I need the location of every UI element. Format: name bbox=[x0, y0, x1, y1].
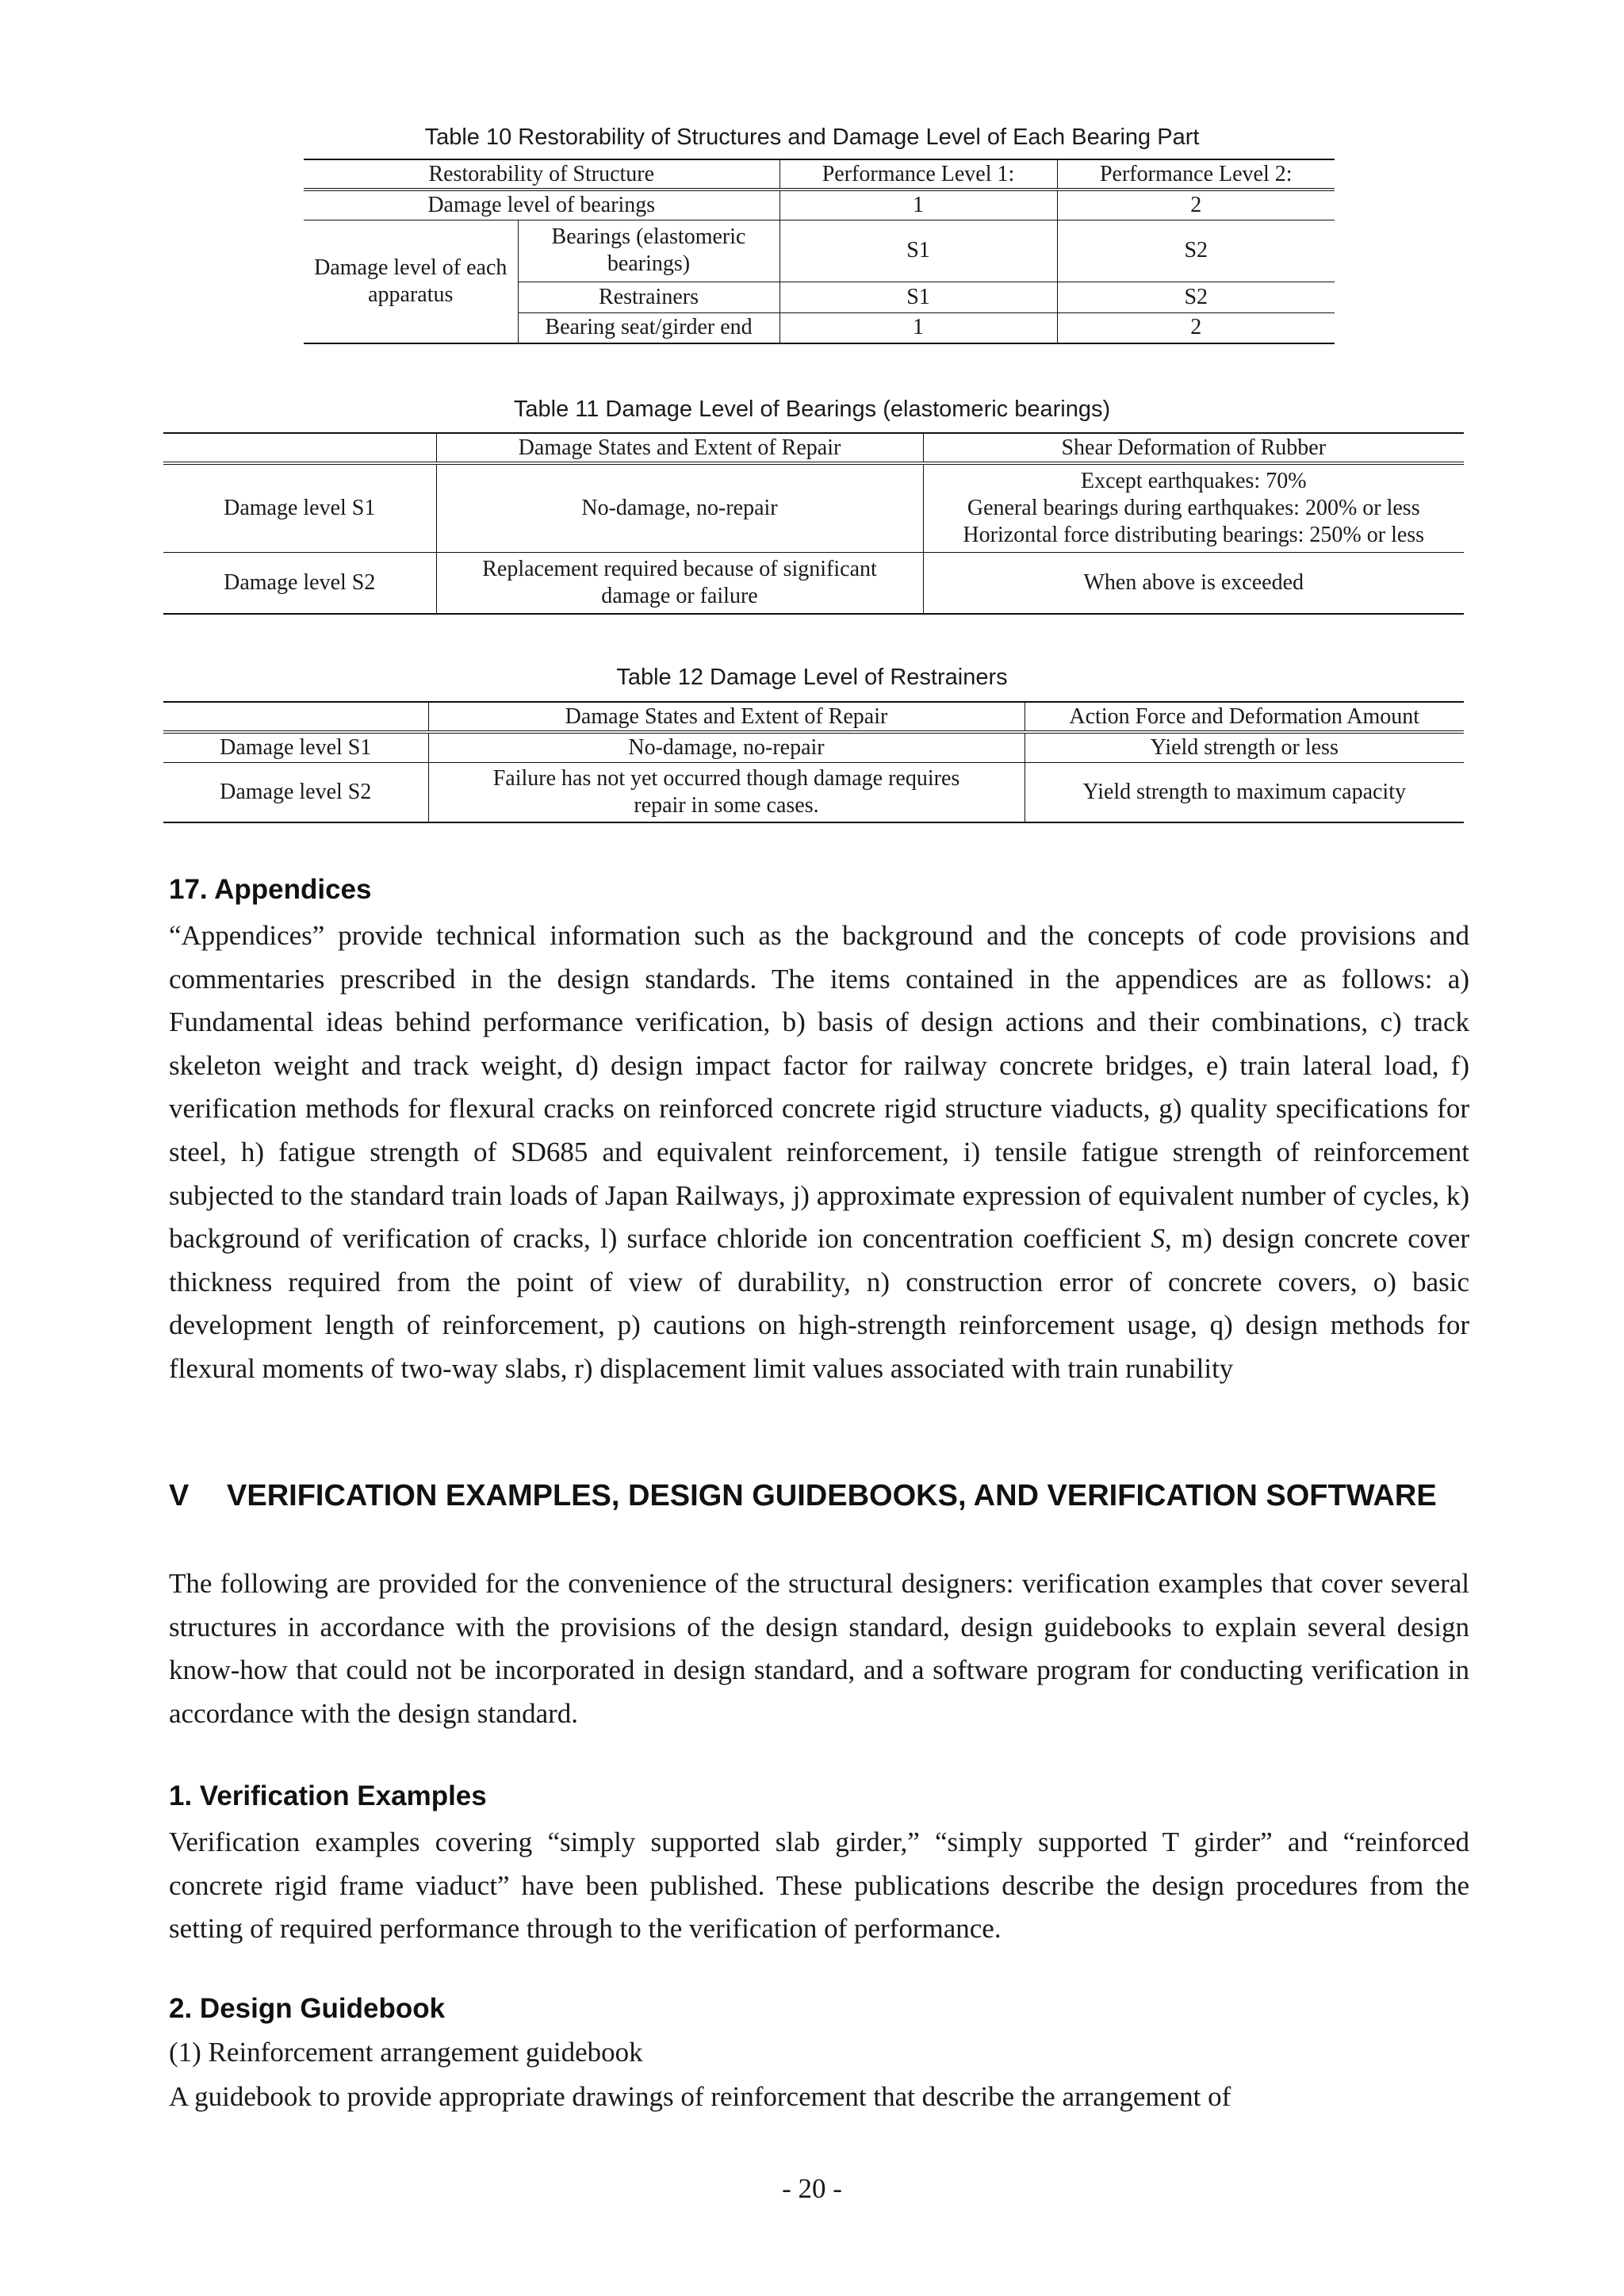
table-10-cell: 2 bbox=[1057, 312, 1335, 343]
table-row bbox=[163, 732, 1464, 762]
table-10-header-row bbox=[304, 159, 1335, 190]
table-12-state: No-damage, no-repair bbox=[428, 732, 1025, 762]
table-11-shear-line: Horizontal force distributing bearings: 250% or less bbox=[963, 522, 1425, 547]
table-12-state: Failure has not yet occurred though damage requires repair in some cases. bbox=[428, 762, 1025, 822]
table-11-header-shear: Shear Deformation of Rubber bbox=[923, 433, 1464, 463]
table-12-caption: Table 12 Damage Level of Restrainers bbox=[616, 665, 1008, 690]
section-17-text: “Appendices” provide technical information such as the background and the concepts of code provisions and commentaries prescribed in the design standards. The items contained in the appendices are as follows: a) Fundamental ideas behind performance verification, b) basis of design actions and their combinations, c) track skeleton weight and track weight, d) design impact factor for railway concrete bridges, e) train lateral load, f) verification methods for flexural cracks on reinforced concrete rigid structure viaducts, g) quality specifications for steel, h) fatigue strength of SD685 and equivalent reinforcement, i) tensile fatigue strength of reinforcement subjected to the standard train loads of Japan Railways, j) approximate expression of equivalent number of cycles, k) background of verification of cracks, l) surface chloride ion concentration coefficient bbox=[169, 920, 1469, 1255]
table-11-state: Replacement required because of significant damage or failure bbox=[436, 552, 923, 614]
section-17-text: , m) design concrete cover thickness required from the point of view of durability, n) construction error of concrete covers, o) basic development length of reinforcement, p) cautions on high-strength reinforcement usage, q) design methods for flexural moments of two-way slabs, r) displacement limit values associated with train runability bbox=[169, 1223, 1469, 1384]
table-11-shear-line: Except earthquakes: 70% bbox=[1080, 469, 1307, 494]
table-12-header-states: Damage States and Extent of Repair bbox=[428, 702, 1025, 732]
table-10-cell: S1 bbox=[779, 220, 1057, 282]
table-11-caption: Table 11 Damage Level of Bearings (elastomeric bearings) bbox=[513, 397, 1111, 422]
table-10-cell: 1 bbox=[779, 190, 1057, 220]
table-row bbox=[163, 552, 1464, 614]
section-17-paragraph bbox=[169, 914, 1469, 1391]
table-row bbox=[163, 762, 1464, 822]
table-10-cell: 2 bbox=[1057, 190, 1335, 220]
table-11-header-row bbox=[163, 433, 1464, 463]
section-2-paragraph: A guidebook to provide appropriate drawings of reinforcement that describe the arrangement of bbox=[169, 2081, 1231, 2112]
table-10-group-label: Damage level of each apparatus bbox=[304, 220, 518, 343]
table-12-header-blank bbox=[163, 702, 428, 732]
table-10-header-pl1: Performance Level 1: bbox=[779, 159, 1057, 190]
section-2-heading: 2. Design Guidebook bbox=[169, 1993, 446, 2024]
table-10-item: Restrainers bbox=[518, 282, 779, 312]
chapter-v-title: VERIFICATION EXAMPLES, DESIGN GUIDEBOOKS, AND VERIFICATION SOFTWARE bbox=[227, 1479, 1437, 1512]
table-10-cell: S2 bbox=[1057, 282, 1335, 312]
table-11-level: Damage level S2 bbox=[163, 552, 436, 614]
table-10-cell: S2 bbox=[1057, 220, 1335, 282]
table-12-force: Yield strength to maximum capacity bbox=[1025, 762, 1464, 822]
table-12-force: Yield strength or less bbox=[1025, 732, 1464, 762]
section-17-symbol: S bbox=[1151, 1223, 1165, 1255]
table-10-damage-bearings-label: Damage level of bearings bbox=[304, 190, 779, 220]
chapter-v-paragraph: The following are provided for the convenience of the structural designers: verification examples that cover several structures in accordance with the provisions of the design standard, design guidebooks to explain several design know-how that could not be incorporated in design standard, and a software program for conducting verification in accordance with the design standard. bbox=[169, 1568, 1469, 1729]
table-10-caption: Table 10 Restorability of Structures and Damage Level of Each Bearing Part bbox=[424, 125, 1200, 150]
table-11 bbox=[163, 432, 1464, 615]
table-10-header-restorability: Restorability of Structure bbox=[304, 159, 779, 190]
chapter-v-number: V bbox=[169, 1479, 190, 1512]
section-1-paragraph: Verification examples covering “simply supported slab girder,” “simply supported T girder” and “reinforced concrete rigid frame viaduct” have been published. These publications describe the design procedures from the setting of required performance through to the verification of performance. bbox=[169, 1826, 1469, 1945]
chapter-v-heading bbox=[169, 1474, 1469, 1518]
table-11-shear-line: General bearings during earthquakes: 200% or less bbox=[967, 495, 1420, 520]
table-12-header-row bbox=[163, 702, 1464, 732]
table-10-header-pl2: Performance Level 2: bbox=[1057, 159, 1335, 190]
table-11-state: No-damage, no-repair bbox=[436, 463, 923, 552]
table-11-shear: When above is exceeded bbox=[923, 552, 1464, 614]
section-2-item-1: (1) Reinforcement arrangement guidebook bbox=[169, 2037, 643, 2068]
page-number: - 20 - bbox=[782, 2173, 842, 2204]
table-11-shear bbox=[923, 463, 1464, 552]
table-12-level: Damage level S1 bbox=[163, 732, 428, 762]
table-10-cell: 1 bbox=[779, 312, 1057, 343]
section-1-heading: 1. Verification Examples bbox=[169, 1780, 487, 1811]
table-12 bbox=[163, 701, 1464, 823]
table-10-item: Bearings (elastomeric bearings) bbox=[518, 220, 779, 282]
table-10 bbox=[304, 159, 1335, 344]
table-11-header-states: Damage States and Extent of Repair bbox=[436, 433, 923, 463]
table-12-header-force: Action Force and Deformation Amount bbox=[1025, 702, 1464, 732]
table-10-cell: S1 bbox=[779, 282, 1057, 312]
table-11-level: Damage level S1 bbox=[163, 463, 436, 552]
table-row bbox=[163, 463, 1464, 552]
section-17-heading: 17. Appendices bbox=[169, 874, 372, 905]
table-11-header-blank bbox=[163, 433, 436, 463]
table-12-level: Damage level S2 bbox=[163, 762, 428, 822]
table-10-item: Bearing seat/girder end bbox=[518, 312, 779, 343]
table-row bbox=[304, 190, 1335, 220]
table-row bbox=[304, 220, 1335, 282]
